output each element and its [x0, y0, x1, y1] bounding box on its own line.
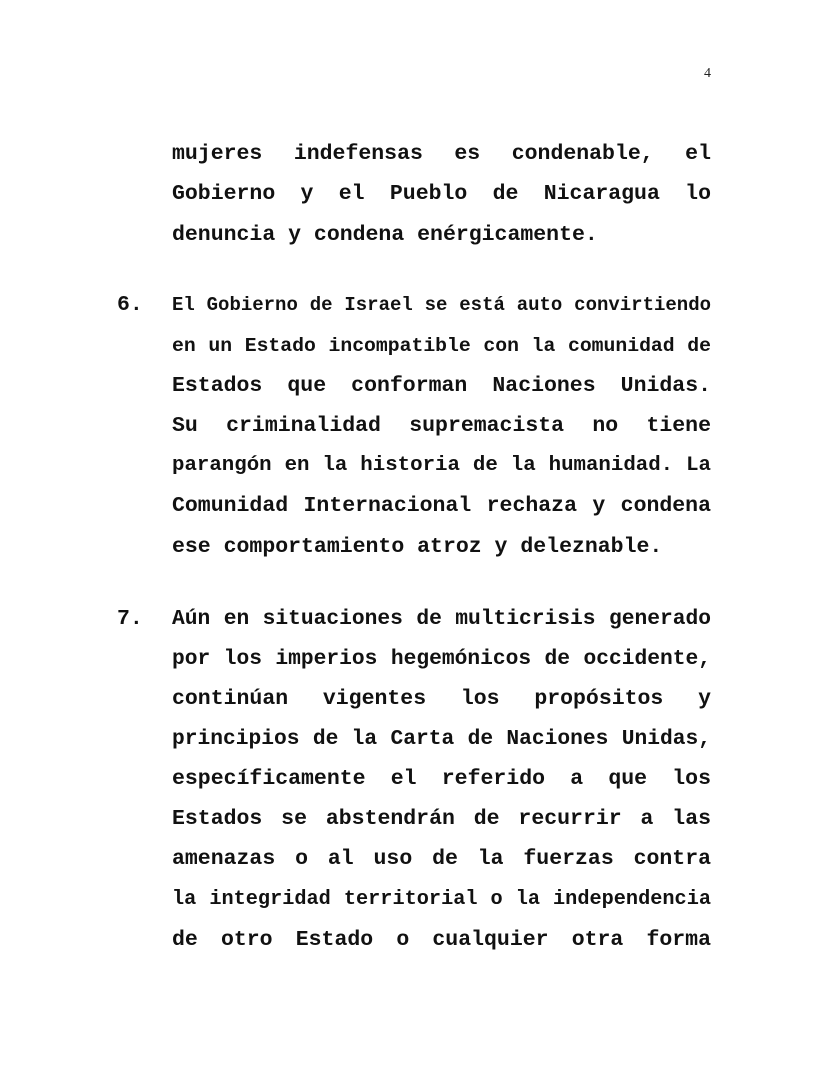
item-6-line: El Gobierno de Israel se está auto convirtiendo [172, 294, 711, 316]
item-6-number: 6. [117, 293, 143, 317]
item-7-line: Estados se abstendrán de recurrir a las [172, 807, 711, 831]
item-6-line: en un Estado incompatible con la comunidad de [172, 335, 711, 357]
item-7-line: amenazas o al uso de la fuerzas contra [172, 847, 711, 871]
item-7-line: de otro Estado o cualquier otra forma [172, 928, 711, 952]
item-7-line: continúan vigentes los propósitos y [172, 687, 711, 711]
item-7-number: 7. [117, 607, 143, 631]
item-6-line: ese comportamiento atroz y deleznable. [172, 535, 663, 559]
item-6-line: Su criminalidad supremacista no tiene [172, 414, 711, 438]
paragraph-line: denuncia y condena enérgicamente. [172, 223, 598, 247]
item-7-line: por los imperios hegemónicos de occidente, [172, 647, 711, 671]
page-number: 4 [704, 66, 711, 81]
paragraph-line: Gobierno y el Pueblo de Nicaragua lo [172, 182, 711, 206]
item-7-line: específicamente el referido a que los [172, 767, 711, 791]
item-7-line: Aún en situaciones de multicrisis generado [172, 607, 711, 631]
item-6-line: parangón en la historia de la humanidad. La [172, 454, 711, 477]
paragraph-line: mujeres indefensas es condenable, el [172, 142, 711, 166]
item-6-line: Comunidad Internacional rechaza y condena [172, 494, 711, 518]
item-6-line: Estados que conforman Naciones Unidas. [172, 374, 711, 398]
item-7-line: la integridad territorial o la independencia [172, 888, 711, 911]
item-7-line: principios de la Carta de Naciones Unidas, [172, 727, 711, 751]
